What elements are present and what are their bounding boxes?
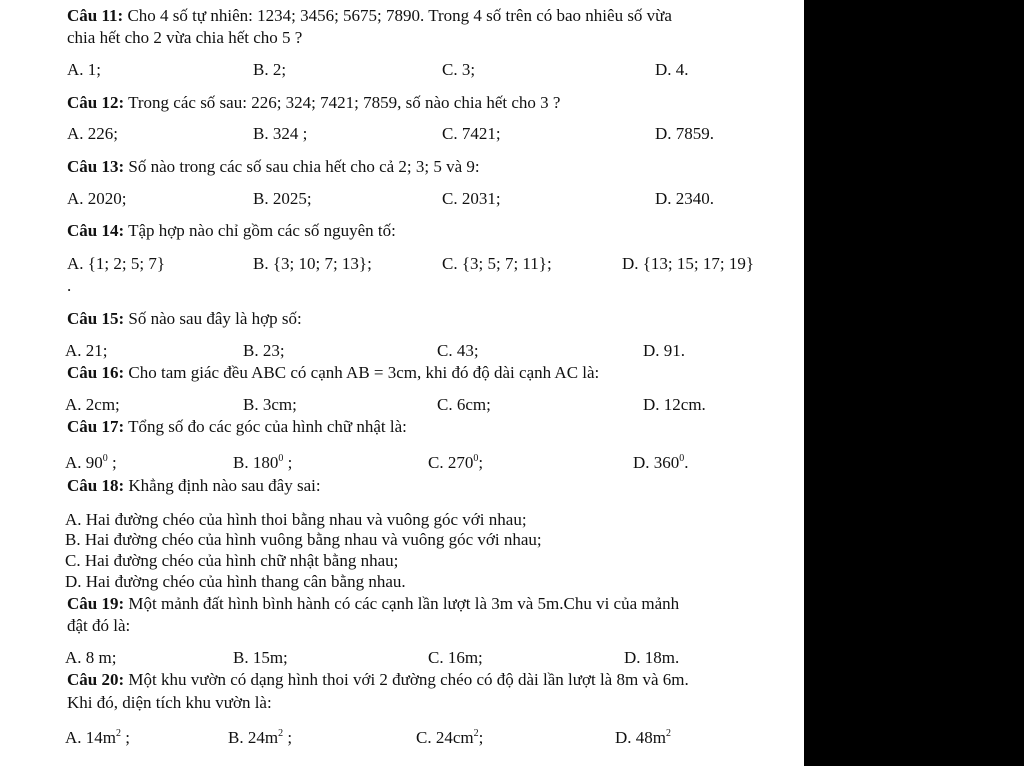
option-c[interactable]: C. 3; [442, 60, 476, 79]
option-a-suffix: ; [121, 728, 130, 747]
question-label: Câu 20: [67, 670, 125, 689]
option-a[interactable]: A. 2020; [67, 189, 127, 208]
option-a[interactable] [65, 453, 117, 473]
question-text: Một khu vườn có dạng hình thoi với 2 đường chéo có độ dài lần lượt là 8m và 6m. [128, 670, 689, 689]
degree-sign: 0 [102, 453, 108, 464]
option-c[interactable]: C. 7421; [442, 124, 501, 143]
option-a[interactable]: A. 8 m; [65, 648, 117, 667]
option-b-value: B. 180 [233, 453, 279, 472]
question-13 [67, 157, 480, 177]
option-d[interactable]: D. 4. [655, 60, 689, 79]
option-d[interactable]: D. Hai đường chéo của hình thang cân bằng nhau. [65, 572, 406, 591]
option-b[interactable]: B. {3; 10; 7; 13}; [253, 254, 372, 273]
degree-sign: 0 [473, 453, 479, 464]
question-text: Một mảnh đất hình bình hành có các cạnh lần lượt là 3m và 5m.Chu vi của mảnh [128, 594, 680, 613]
option-b[interactable]: B. Hai đường chéo của hình vuông bằng nhau và vuông góc với nhau; [65, 530, 542, 549]
option-a[interactable]: A. 1; [67, 60, 101, 79]
black-side-panel [804, 0, 1024, 766]
question-18 [67, 476, 321, 496]
option-d-value: D. 360 [633, 453, 680, 472]
option-b[interactable]: B. 2025; [253, 189, 312, 208]
question-text: Tổng số đo các góc của hình chữ nhật là: [128, 417, 407, 436]
option-c-value: C. 24cm [416, 728, 474, 747]
option-d[interactable]: D. 91. [643, 341, 686, 360]
question-text: Tập hợp nào chỉ gồm các số nguyên tố: [128, 221, 396, 240]
option-c[interactable]: C. {3; 5; 7; 11}; [442, 254, 552, 273]
question-label: Câu 16: [67, 363, 125, 382]
option-c[interactable] [428, 453, 483, 473]
question-label: Câu 11: [67, 6, 124, 25]
option-d[interactable] [633, 453, 689, 473]
square-exponent: 2 [666, 728, 671, 739]
square-exponent: 2 [473, 728, 479, 739]
option-a-suffix: ; [107, 453, 117, 472]
option-c[interactable]: C. Hai đường chéo của hình chữ nhật bằng nhau; [65, 551, 399, 570]
question-16 [67, 363, 599, 383]
option-c[interactable]: C. 16m; [428, 648, 483, 667]
question-label: Câu 17: [67, 417, 125, 436]
option-c-suffix: ; [478, 453, 484, 472]
option-d[interactable]: D. 18m. [624, 648, 680, 667]
question-label: Câu 19: [67, 594, 125, 613]
question-20 [67, 670, 689, 690]
degree-sign: 0 [679, 453, 685, 464]
option-c[interactable]: C. 43; [437, 341, 479, 360]
question-11 [67, 6, 672, 26]
stray-dot: . [67, 276, 72, 295]
option-c-value: C. 270 [428, 453, 474, 472]
question-15 [67, 309, 302, 329]
question-label: Câu 18: [67, 476, 125, 495]
option-b[interactable]: B. 2; [253, 60, 287, 79]
option-c[interactable]: C. 2031; [442, 189, 501, 208]
option-b-suffix: ; [283, 453, 293, 472]
option-d[interactable] [615, 728, 671, 748]
option-c-suffix: ; [478, 728, 484, 747]
option-d-value: D. 48m [615, 728, 666, 747]
question-text: Khẳng định nào sau đây sai: [128, 476, 321, 495]
option-a[interactable]: A. 226; [67, 124, 118, 143]
option-a-value: A. 14m [65, 728, 116, 747]
option-b-value: B. 24m [228, 728, 279, 747]
question-19 [67, 594, 679, 614]
question-label: Câu 15: [67, 309, 125, 328]
question-14 [67, 221, 396, 241]
degree-sign: 0 [278, 453, 284, 464]
option-d-suffix: . [684, 453, 689, 472]
option-a[interactable]: A. {1; 2; 5; 7} [67, 254, 166, 273]
question-text-line2: chia hết cho 2 vừa chia hết cho 5 ? [67, 28, 303, 47]
question-label: Câu 12: [67, 93, 125, 112]
option-b[interactable]: B. 324 ; [253, 124, 308, 143]
option-a[interactable]: A. 21; [65, 341, 108, 360]
question-text-line2: Khi đó, diện tích khu vườn là: [67, 693, 272, 712]
option-d[interactable]: D. 12cm. [643, 395, 706, 414]
question-text-line2: đật đó là: [67, 616, 131, 635]
option-c[interactable] [416, 728, 483, 748]
option-d[interactable]: D. {13; 15; 17; 19} [622, 254, 755, 273]
option-d[interactable]: D. 7859. [655, 124, 715, 143]
option-b[interactable] [233, 453, 292, 473]
option-a[interactable] [65, 728, 130, 748]
option-b[interactable]: B. 23; [243, 341, 285, 360]
question-12 [67, 93, 560, 113]
square-exponent: 2 [278, 728, 284, 739]
question-label: Câu 14: [67, 221, 125, 240]
question-text: Cho tam giác đều ABC có cạnh AB = 3cm, khi đó độ dài cạnh AC là: [128, 363, 600, 382]
question-text: Số nào trong các số sau chia hết cho cả 2; 3; 5 và 9: [128, 157, 480, 176]
option-d[interactable]: D. 2340. [655, 189, 715, 208]
question-17 [67, 417, 407, 437]
question-text: Trong các số sau: 226; 324; 7421; 7859, số nào chia hết cho 3 ? [128, 93, 561, 112]
option-b-suffix: ; [283, 728, 293, 747]
option-b[interactable]: B. 3cm; [243, 395, 297, 414]
question-text: Số nào sau đây là hợp số: [128, 309, 302, 328]
option-a[interactable]: A. Hai đường chéo của hình thoi bằng nhau và vuông góc với nhau; [65, 510, 527, 529]
question-label: Câu 13: [67, 157, 125, 176]
option-b[interactable] [228, 728, 292, 748]
option-a-value: A. 90 [65, 453, 103, 472]
question-text: Cho 4 số tự nhiên: 1234; 3456; 5675; 7890. Trong 4 số trên có bao nhiêu số vừa [127, 6, 672, 25]
square-exponent: 2 [116, 728, 121, 739]
option-b[interactable]: B. 15m; [233, 648, 288, 667]
option-c[interactable]: C. 6cm; [437, 395, 491, 414]
option-a[interactable]: A. 2cm; [65, 395, 120, 414]
